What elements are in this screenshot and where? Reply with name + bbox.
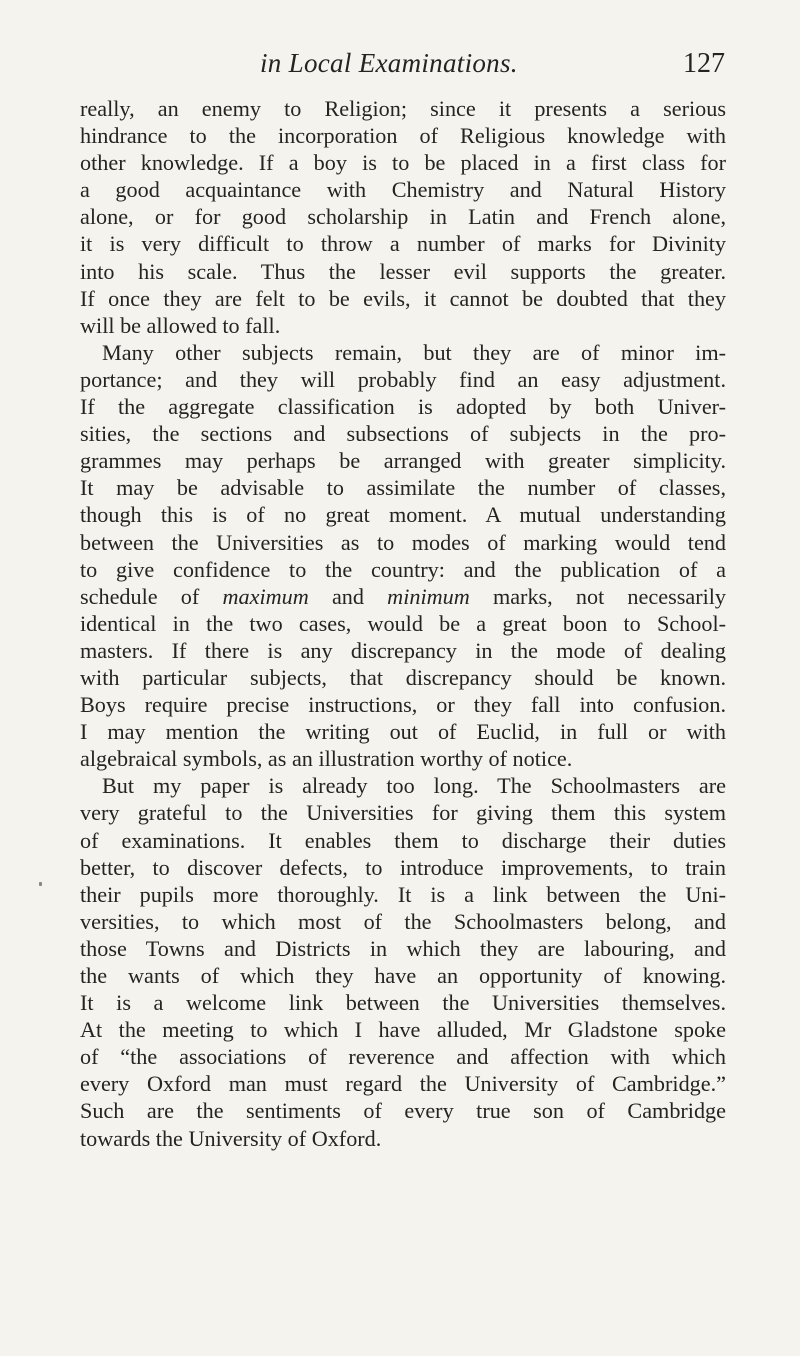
text-line: identical in the two cases, would be a great boon to School- (80, 610, 726, 636)
text-line: their pupils more thoroughly. It is a link between the Uni- (80, 881, 726, 907)
text-line: Boys require precise instructions, or they fall into confusion. (80, 692, 726, 718)
text-line: alone, or for good scholarship in Latin and French alone, (80, 204, 726, 230)
text-line: of “the associations of reverence and affection with which (80, 1044, 726, 1070)
page-number: 127 (683, 48, 725, 79)
text-line: though this is of no great moment. A mutual understanding (80, 502, 726, 528)
text-line: It is a welcome link between the Universities themselves. (80, 990, 726, 1016)
text-line: of examinations. It enables them to discharge their duties (80, 827, 726, 853)
text-segment: schedule of (80, 583, 223, 609)
text-line: with particular subjects, that discrepancy should be known. (80, 664, 726, 690)
text-line: Such are the sentiments of every true son of Cambridge (80, 1098, 726, 1124)
text-line: But my paper is already too long. The Schoolmasters are (102, 773, 726, 799)
text-line: it is very difficult to throw a number of marks for Divinity (80, 231, 726, 257)
text-line: other knowledge. If a boy is to be placed in a first class for (80, 150, 726, 176)
text-line: very grateful to the Universities for giving them this system (80, 800, 726, 826)
text-line: better, to discover defects, to introduce improvements, to train (80, 854, 726, 880)
emphasis-maximum: maximum (222, 583, 309, 609)
text-line: I may mention the writing out of Euclid, in full or with (80, 719, 726, 745)
text-line: a good acquaintance with Chemistry and Natural History (80, 177, 726, 203)
text-line: sities, the sections and subsections of subjects in the pro- (80, 421, 726, 447)
text-line: every Oxford man must regard the University of Cambridge.” (80, 1071, 726, 1097)
running-head (80, 48, 725, 88)
text-line: hindrance to the incorporation of Religious knowledge with (80, 123, 726, 149)
text-line: versities, to which most of the Schoolmasters belong, and (80, 908, 726, 934)
text-line: If once they are felt to be evils, it cannot be doubted that they (80, 285, 726, 311)
text-line: between the Universities as to modes of marking would tend (80, 529, 726, 555)
text-line: At the meeting to which I have alluded, Mr Gladstone spoke (80, 1017, 726, 1043)
text-line: If the aggregate classification is adopted by both Univer- (80, 394, 726, 420)
text-line: algebraical symbols, as an illustration worthy of notice. (80, 746, 573, 772)
running-title: in Local Examinations. (260, 48, 518, 78)
text-line: really, an enemy to Religion; since it presents a serious (80, 96, 726, 121)
text-line: portance; and they will probably find an easy adjustment. (80, 366, 726, 392)
text-line: towards the University of Oxford. (80, 1125, 382, 1151)
text-line: will be allowed to fall. (80, 312, 281, 338)
text-line: Many other subjects remain, but they are of minor im- (102, 339, 726, 365)
text-line: It may be advisable to assimilate the number of classes, (80, 475, 726, 501)
text-line: grammes may perhaps be arranged with greater simplicity. (80, 448, 726, 474)
text-segment: and (308, 583, 388, 609)
text-line-with-emphasis (80, 583, 726, 610)
body-text (80, 95, 726, 1152)
text-line: into his scale. Thus the lesser evil supports the greater. (80, 258, 726, 284)
text-line: masters. If there is any discrepancy in the mode of dealing (80, 637, 726, 663)
text-line: those Towns and Districts in which they are labouring, and (80, 935, 726, 961)
text-line: the wants of which they have an opportunity of knowing. (80, 963, 726, 988)
margin-speck (39, 882, 42, 886)
text-segment: marks, not necessarily (469, 583, 727, 609)
text-line: to give confidence to the country: and the publication of a (80, 556, 726, 582)
emphasis-minimum: minimum (387, 583, 470, 609)
